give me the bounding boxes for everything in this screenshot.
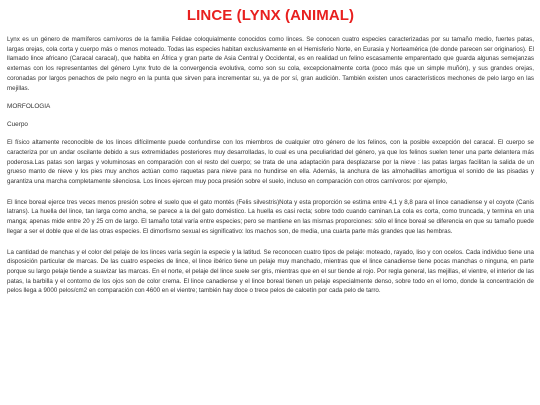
spacer xyxy=(7,237,534,248)
section-heading: MORFOLOGIA xyxy=(7,103,51,111)
spacer xyxy=(7,93,534,102)
document-title: LINCE (LYNX (ANIMAL) xyxy=(186,7,355,24)
spacer xyxy=(7,111,534,120)
spacer xyxy=(7,187,534,198)
body-paragraph: El físico altamente reconocible de los linces difícilmente puede confundirse con los miembros de cualquier otro género de los felinos, con la posible excepción del caracal. El cuerpo se caracteriza por un andar oscilante debido a sus extremidades posteriores muy desarrolladas, lo cual es una peculiaridad del género, ya que los felinos suelen tener una parte delantera más poderosa.Las patas son largas y voluminosas en comparación con el resto del cuerpo; se trata de una adaptación para desplazarse por la nieve : las patas largas facilitan la salida de un grueso manto de nieve y los pies muy anchos actúan como raquetas para nieve para no hundirse en ella. Además, la anchura de las almohadillas amortigua el sonido de las pisadas y garantiza una marcha completamente silenciosa. Los linces ejercen muy poca presión sobre el suelo, incluso en comparación con otros carnívoros: por ejemplo, xyxy=(7,139,534,186)
body-paragraph: La cantidad de manchas y el color del pelaje de los linces varía según la especie y la latitud. Se reconocen cuatro tipos de pelaje: moteado, rayado, liso y con ocelos. Cada individuo tiene una disposición particular de marcas. De las cuatro especies de lince, el lince ibérico tiene un pelaje muy manchado, mientras que el lince canadiense tiene pocas manchas o ninguna, en parte porque su largo pelaje tiende a suavizar las marcas. En el norte, el pelaje del lince suele ser gris, mientras que en el sur tiende al rojo. Por regla general, las mejillas, el vientre, el interior de las patas, la barbilla y el contorno de los ojos son de color crema. El lince canadiense y el lince boreal tienen un pelaje especialmente denso, sobre todo en el lomo, donde la concentración de pelos llega a 9000 pelos/cm2 en comparación con 4600 en el vientre; también hay doce o trece pelos de calcetín por cada pelo de tarro. xyxy=(7,248,534,295)
intro-paragraph: Lynx es un género de mamíferos carnívoros de la familia Felidae coloquialmente conocidos como linces. Se conocen cuatro especies caracterizadas por su tamaño medio, fuertes patas, largas orejas, cola corta y cuerpo más o menos moteado. Todas las especies habitan exclusivamente en el Hemisferio Norte, en Eurasia y Norteamérica (de donde parecen ser originarios). El llamado lince africano (Caracal caracal), que habita en África y gran parte de Asia Central y Occidental, es en realidad un felino escasamente emparentado que guarda algunas semejanzas externas con los representantes del género Lynx fruto de la convergencia evolutiva, como son su cola, excepcionalmente corta (poco más que un simple muñón), y sus grandes orejas, coronadas por largos penachos de pelo negro en la punta que sirven para incrementar su, ya de por sí, gran audición. También existen unos característicos mechones de pelo largo en las mejillas. xyxy=(7,36,534,92)
body-paragraph: El lince boreal ejerce tres veces menos presión sobre el suelo que el gato montés (Felis silvestris)Nota y esta proporción se estima entre 4,1 y 8,8 para el lince canadiense y el coyote (Canis latrans). La huella del lince, tan larga como ancha, se parece a la del gato doméstico. La huella es casi recta; sobre todo cuando caminan.La cola es corta, como truncada, y termina en una manga; apenas mide entre 20 y 25 cm de largo. El tamaño total varía entre especies; pero se mantiene en las mismas proporciones: sólo el lince boreal se diferencia en que su tamaño puede llegar a ser el doble que el de las otras especies. El dimorfismo sexual es significativo: los machos son, de media, una cuarta parte más grandes que las hembras. xyxy=(7,198,534,235)
spacer xyxy=(7,129,534,138)
subsection-heading: Cuerpo xyxy=(7,121,28,129)
